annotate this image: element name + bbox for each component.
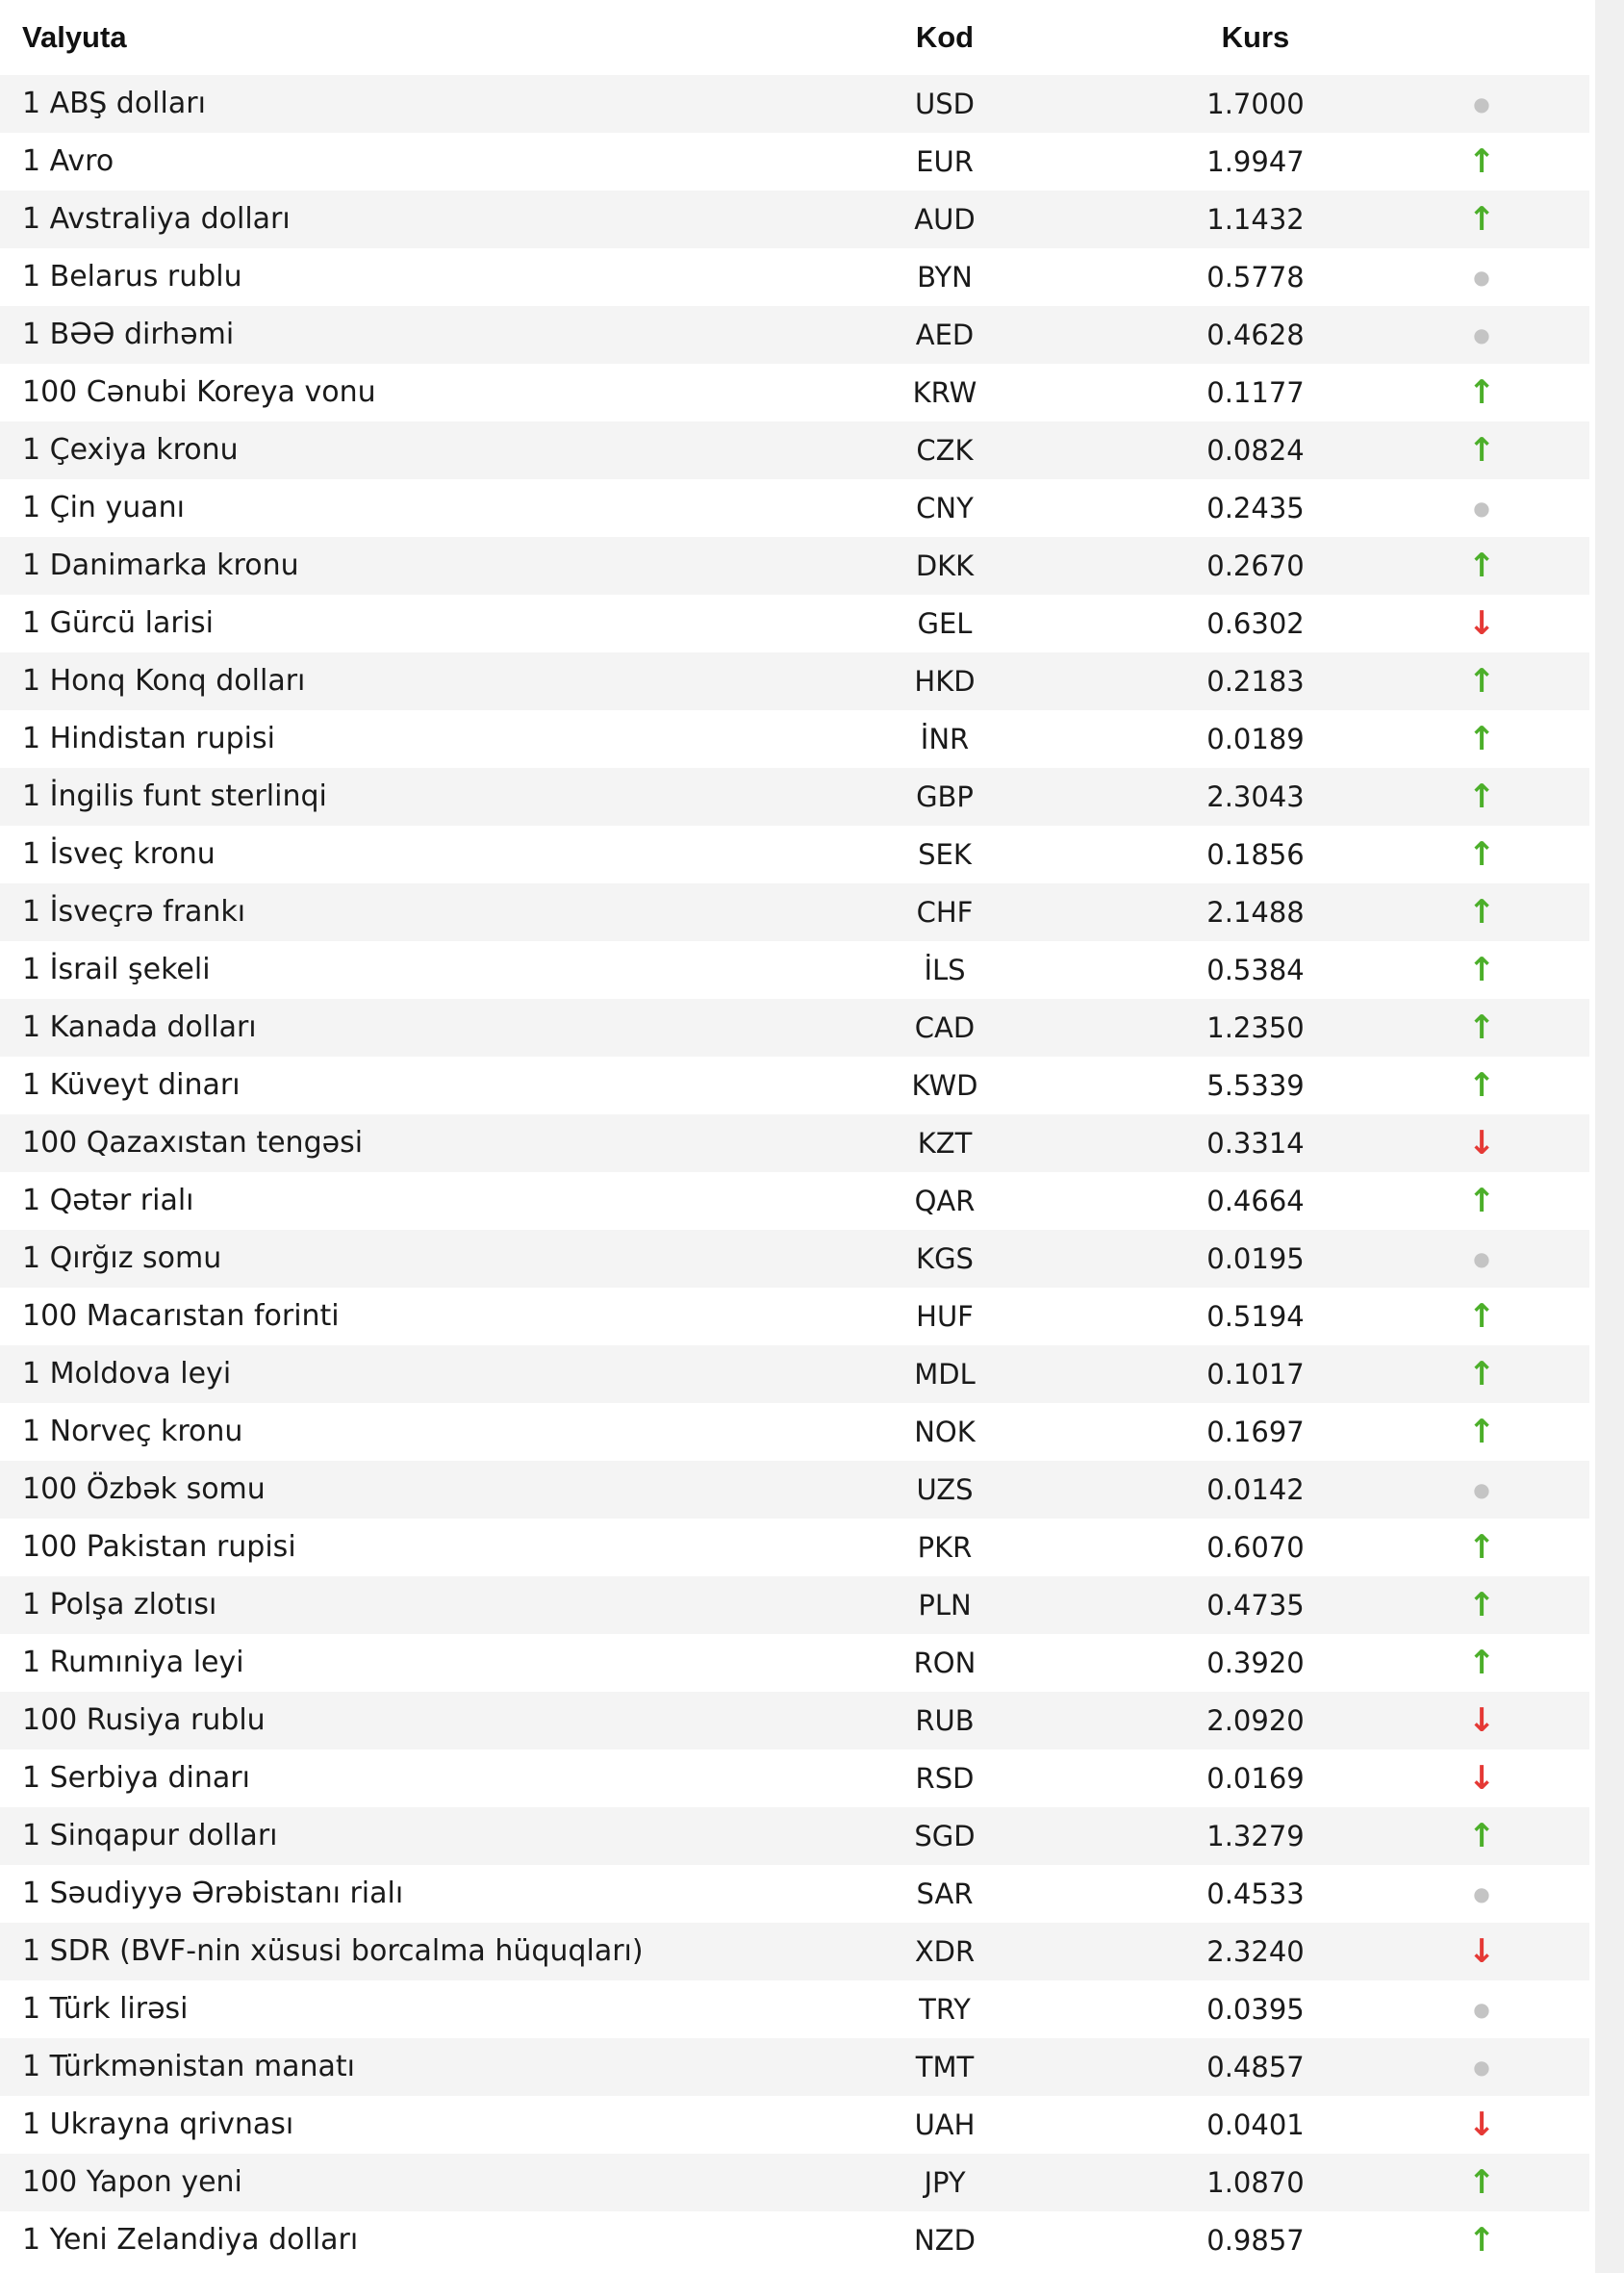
exchange-rate: 0.4533 [1206, 1877, 1305, 1910]
arrow-up-icon: ↑ [1467, 1413, 1496, 1451]
arrow-up-icon: ↑ [1467, 373, 1496, 412]
exchange-rate: 0.2183 [1206, 665, 1305, 698]
currency-code: İNR [920, 723, 970, 755]
exchange-rate: 0.4857 [1206, 2051, 1305, 2083]
arrow-up-icon: ↑ [1467, 720, 1496, 758]
currency-code: PLN [918, 1589, 972, 1622]
currency-name: 1 ABŞ dolları [22, 87, 206, 120]
header-currency: Valyuta [22, 20, 127, 54]
table-row [0, 2154, 1589, 2211]
currency-name: 1 Kanada dolları [22, 1010, 257, 1044]
currency-code: KWD [911, 1069, 978, 1102]
exchange-rate: 0.3920 [1206, 1647, 1305, 1679]
exchange-rate: 5.5339 [1206, 1069, 1305, 1102]
currency-code: PKR [917, 1531, 973, 1564]
exchange-rate: 0.5194 [1206, 1300, 1305, 1333]
table-body [0, 75, 1589, 2269]
currency-code: RSD [915, 1762, 975, 1795]
arrow-up-icon: ↑ [1467, 1182, 1496, 1220]
table-header [0, 0, 1589, 75]
arrow-up-icon: ↑ [1467, 1355, 1496, 1393]
currency-name: 1 Sinqapur dolları [22, 1819, 278, 1852]
currency-code: USD [915, 88, 975, 120]
currency-name: 1 Türk lirəsi [22, 1992, 189, 2026]
table-row [0, 1403, 1589, 1461]
currency-name: 1 SDR (BVF-nin xüsusi borcalma hüquqları) [22, 1934, 644, 1968]
table-row [0, 710, 1589, 768]
currency-name: 100 Pakistan rupisi [22, 1530, 296, 1564]
table-row [0, 248, 1589, 306]
dot-icon: ● [1473, 266, 1490, 289]
exchange-rate: 0.0142 [1206, 1473, 1305, 1506]
currency-code: QAR [914, 1185, 976, 1217]
exchange-rate: 0.0824 [1206, 434, 1305, 467]
table-row [0, 75, 1589, 133]
arrow-up-icon: ↑ [1467, 1586, 1496, 1624]
currency-name: 1 İngilis funt sterlinqi [22, 779, 327, 813]
table-row [0, 421, 1589, 479]
currency-name: 1 BƏƏ dirhəmi [22, 318, 235, 351]
currency-code: UZS [916, 1473, 974, 1506]
arrow-up-icon: ↑ [1467, 778, 1496, 816]
arrow-down-icon: ↓ [1467, 2106, 1496, 2144]
currency-name: 1 Qətər rialı [22, 1184, 194, 1217]
currency-code: XDR [914, 1935, 976, 1968]
currency-name: 1 Yeni Zelandiya dolları [22, 2223, 359, 2257]
table-row [0, 306, 1589, 364]
arrow-up-icon: ↑ [1467, 431, 1496, 470]
table-row [0, 1057, 1589, 1114]
table-row [0, 1576, 1589, 1634]
currency-name: 1 Ukrayna qrivnası [22, 2107, 294, 2141]
currency-code: GBP [916, 780, 974, 813]
currency-code: JPY [924, 2166, 966, 2199]
currency-name: 100 Rusiya rublu [22, 1703, 266, 1737]
exchange-rate: 0.3314 [1206, 1127, 1305, 1160]
table-row [0, 2038, 1589, 2096]
table-row [0, 1114, 1589, 1172]
currency-code: İLS [924, 954, 966, 986]
currency-code: TMT [915, 2051, 975, 2083]
arrow-up-icon: ↑ [1467, 1644, 1496, 1682]
currency-name: 1 Çexiya kronu [22, 433, 239, 467]
currency-code: TRY [919, 1993, 971, 2026]
exchange-rate: 1.9947 [1206, 145, 1305, 178]
currency-code: GEL [917, 607, 973, 640]
currency-code: RUB [915, 1704, 975, 1737]
table-row [0, 479, 1589, 537]
exchange-rate: 2.3043 [1206, 780, 1305, 813]
arrow-up-icon: ↑ [1467, 1297, 1496, 1336]
exchange-rate: 0.5384 [1206, 954, 1305, 986]
currency-name: 1 Serbiya dinarı [22, 1761, 250, 1795]
table-row [0, 1980, 1589, 2038]
currency-code: KRW [912, 376, 977, 409]
table-row [0, 1461, 1589, 1519]
currency-name: 1 Küveyt dinarı [22, 1068, 241, 1102]
exchange-rate: 0.1177 [1206, 376, 1305, 409]
currency-name: 100 Yapon yeni [22, 2165, 242, 2199]
currency-code: NOK [914, 1416, 976, 1448]
arrow-down-icon: ↓ [1467, 1759, 1496, 1798]
currency-name: 1 Moldova leyi [22, 1357, 232, 1391]
exchange-rate: 0.0195 [1206, 1242, 1305, 1275]
dot-icon: ● [1473, 1882, 1490, 1905]
currency-code: MDL [914, 1358, 976, 1391]
exchange-rate: 2.0920 [1206, 1704, 1305, 1737]
arrow-down-icon: ↓ [1467, 1932, 1496, 1971]
currency-code: SGD [914, 1820, 976, 1852]
currency-name: 1 Honq Konq dolları [22, 664, 306, 698]
currency-name: 1 Hindistan rupisi [22, 722, 275, 755]
table-row [0, 1172, 1589, 1230]
exchange-rate: 0.6302 [1206, 607, 1305, 640]
arrow-down-icon: ↓ [1467, 1701, 1496, 1740]
exchange-rate: 0.4735 [1206, 1589, 1305, 1622]
currency-code: CHF [916, 896, 974, 929]
arrow-up-icon: ↑ [1467, 951, 1496, 989]
currency-code: KZT [917, 1127, 973, 1160]
arrow-up-icon: ↑ [1467, 835, 1496, 874]
exchange-rate: 0.5778 [1206, 261, 1305, 294]
exchange-rate: 0.0169 [1206, 1762, 1305, 1795]
currency-name: 1 Çin yuanı [22, 491, 185, 524]
dot-icon: ● [1473, 1478, 1490, 1501]
currency-name: 1 İsveç kronu [22, 837, 216, 871]
arrow-up-icon: ↑ [1467, 2221, 1496, 2260]
arrow-up-icon: ↑ [1467, 200, 1496, 239]
currency-name: 1 Avro [22, 144, 114, 178]
header-code: Kod [915, 20, 975, 54]
currency-code: SAR [916, 1877, 974, 1910]
exchange-rate: 0.1856 [1206, 838, 1305, 871]
exchange-rate: 0.2670 [1206, 549, 1305, 582]
currency-name: 1 Qırğız somu [22, 1241, 222, 1275]
exchange-rate: 1.1432 [1206, 203, 1305, 236]
exchange-rate: 1.2350 [1206, 1011, 1305, 1044]
currency-code: RON [913, 1647, 977, 1679]
arrow-up-icon: ↑ [1467, 1009, 1496, 1047]
exchange-rate: 0.0189 [1206, 723, 1305, 755]
currency-name: 100 Qazaxıstan tengəsi [22, 1126, 364, 1160]
arrow-up-icon: ↑ [1467, 662, 1496, 701]
table-row [0, 1519, 1589, 1576]
currency-name: 1 Norveç kronu [22, 1415, 243, 1448]
table-row [0, 2211, 1589, 2269]
exchange-rate: 1.3279 [1206, 1820, 1305, 1852]
exchange-rate: 1.7000 [1206, 88, 1305, 120]
currency-code: HKD [914, 665, 976, 698]
currency-name: 1 Rumıniya leyi [22, 1646, 244, 1679]
currency-code: AUD [914, 203, 976, 236]
table-row [0, 941, 1589, 999]
table-row [0, 883, 1589, 941]
currency-name: 1 İsveçrə frankı [22, 895, 246, 929]
arrow-up-icon: ↑ [1467, 893, 1496, 932]
currency-code: BYN [917, 261, 973, 294]
table-row [0, 1230, 1589, 1288]
header-rate: Kurs [1221, 20, 1290, 54]
currency-name: 100 Cənubi Koreya vonu [22, 375, 376, 409]
currency-name: 1 Gürcü larisi [22, 606, 214, 640]
table-row [0, 1288, 1589, 1345]
exchange-rate: 0.0395 [1206, 1993, 1305, 2026]
currency-name: 1 İsrail şekeli [22, 953, 211, 986]
dot-icon: ● [1473, 1998, 1490, 2021]
arrow-up-icon: ↑ [1467, 547, 1496, 585]
currency-code: AED [915, 319, 975, 351]
table-row [0, 2096, 1589, 2154]
currency-name: 1 Türkmənistan manatı [22, 2050, 356, 2083]
table-row [0, 826, 1589, 883]
exchange-rate: 0.4628 [1206, 319, 1305, 351]
currency-name: 1 Belarus rublu [22, 260, 242, 294]
currency-code: DKK [915, 549, 975, 582]
dot-icon: ● [1473, 92, 1490, 115]
currency-code: HUF [916, 1300, 974, 1333]
currency-code: CAD [914, 1011, 976, 1044]
table-row [0, 768, 1589, 826]
table-row [0, 133, 1589, 191]
currency-name: 100 Macarıstan forinti [22, 1299, 340, 1333]
dot-icon: ● [1473, 1247, 1490, 1270]
currency-code: CNY [916, 492, 974, 524]
exchange-rate: 0.1697 [1206, 1416, 1305, 1448]
currency-code: CZK [916, 434, 974, 467]
currency-name: 1 Səudiyyə Ərəbistanı rialı [22, 1877, 404, 1910]
currency-name: 1 Danimarka kronu [22, 549, 299, 582]
exchange-rate: 0.9857 [1206, 2224, 1305, 2257]
exchange-rate: 0.6070 [1206, 1531, 1305, 1564]
arrow-up-icon: ↑ [1467, 142, 1496, 181]
currency-code: EUR [916, 145, 974, 178]
dot-icon: ● [1473, 497, 1490, 520]
table-row [0, 1634, 1589, 1692]
exchange-rate: 2.1488 [1206, 896, 1305, 929]
table-row [0, 537, 1589, 595]
table-row [0, 1345, 1589, 1403]
arrow-down-icon: ↓ [1467, 1124, 1496, 1162]
table-row [0, 1923, 1589, 1980]
currency-name: 100 Özbək somu [22, 1472, 266, 1506]
table-row [0, 1807, 1589, 1865]
table-row [0, 1865, 1589, 1923]
currency-name: 1 Polşa zlotısı [22, 1588, 217, 1622]
exchange-rate: 0.2435 [1206, 492, 1305, 524]
currency-code: NZD [914, 2224, 976, 2257]
table-row [0, 1749, 1589, 1807]
exchange-rate: 0.1017 [1206, 1358, 1305, 1391]
table-row [0, 364, 1589, 421]
table-row [0, 595, 1589, 652]
arrow-up-icon: ↑ [1467, 1066, 1496, 1105]
currency-code: SEK [918, 838, 972, 871]
exchange-rate: 0.4664 [1206, 1185, 1305, 1217]
arrow-up-icon: ↑ [1467, 1528, 1496, 1567]
arrow-down-icon: ↓ [1467, 604, 1496, 643]
exchange-rate: 2.3240 [1206, 1935, 1305, 1968]
currency-name: 1 Avstraliya dolları [22, 202, 291, 236]
table-row [0, 652, 1589, 710]
dot-icon: ● [1473, 323, 1490, 346]
arrow-up-icon: ↑ [1467, 2163, 1496, 2202]
exchange-rate: 1.0870 [1206, 2166, 1305, 2199]
scrollbar-track[interactable] [1595, 0, 1624, 2273]
table-row [0, 999, 1589, 1057]
table-row [0, 191, 1589, 248]
currency-code: UAH [914, 2108, 976, 2141]
exchange-rate: 0.0401 [1206, 2108, 1305, 2141]
dot-icon: ● [1473, 2056, 1490, 2079]
currency-code: KGS [916, 1242, 974, 1275]
arrow-up-icon: ↑ [1467, 1817, 1496, 1855]
table-row [0, 1692, 1589, 1749]
